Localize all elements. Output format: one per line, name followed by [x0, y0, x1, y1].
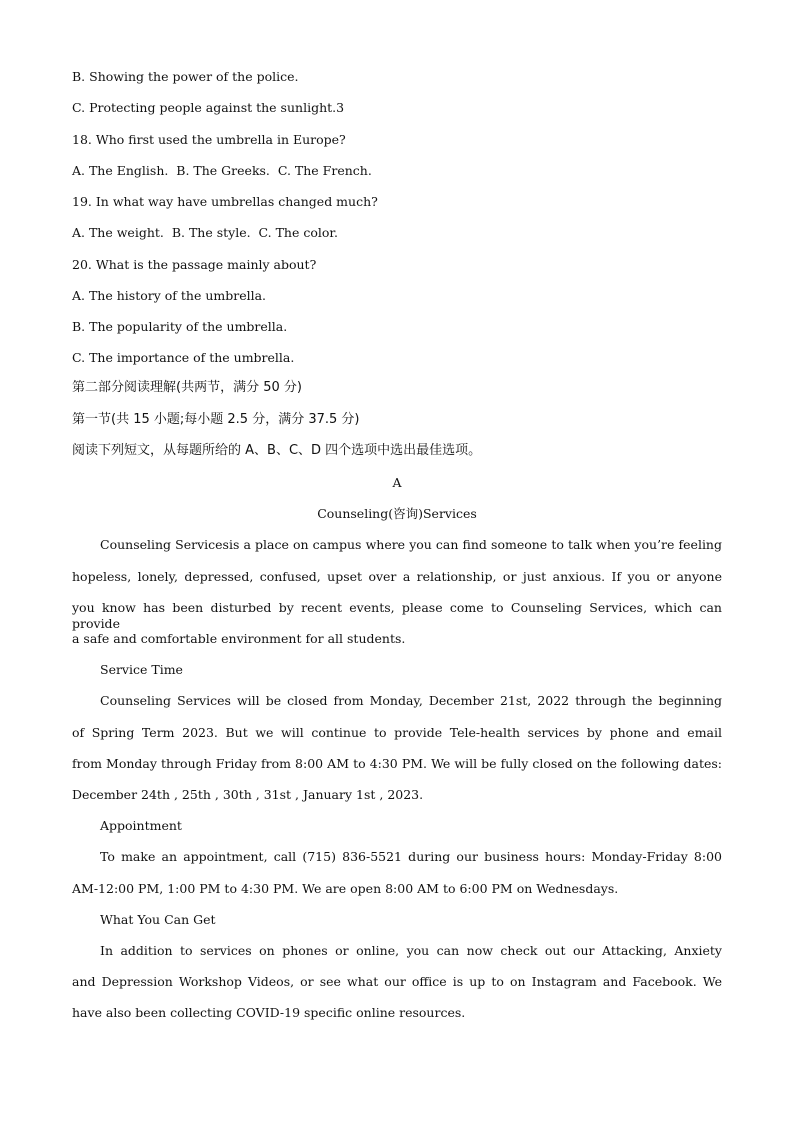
appointment-line: To make an appointment, call (715) 836-5521 during our business hours: Monday-Friday 8:00: [100, 849, 722, 864]
intro-line: Counseling Servicesis a place on campus where you can find someone to talk when you’re feeling: [100, 537, 722, 552]
service-time-line: December 24th , 25th , 30th , 31st , January 1st , 2023.: [72, 787, 424, 802]
service-time-heading: Service Time: [100, 662, 183, 677]
passage-title: Counseling(咨询)Services: [317, 506, 477, 521]
service-time-line: Counseling Services will be closed from Monday, December 21st, 2022 through the beginning: [100, 693, 722, 708]
what-you-get-line: have also been collecting COVID-19 specific online resources.: [72, 1005, 466, 1020]
what-you-get-line: In addition to services on phones or online, you can now check out our Attacking, Anxiety: [100, 943, 722, 958]
service-time-line: from Monday through Friday from 8:00 AM to 4:30 PM. We will be fully closed on the following dates:: [72, 756, 722, 771]
appointment-line: AM-12:00 PM, 1:00 PM to 4:30 PM. We are open 8:00 AM to 6:00 PM on Wednesdays.: [72, 881, 619, 896]
q19-options: A. The weight. B. The style. C. The color.: [72, 225, 338, 240]
q20-option-c: C. The importance of the umbrella.: [72, 350, 295, 365]
what-you-get-line: and Depression Workshop Videos, or see what our office is up to on Instagram and Facebook. We: [72, 974, 722, 989]
appointment-heading: Appointment: [100, 818, 182, 833]
intro-line: you know has been disturbed by recent events, please come to Counseling Services, which can provide: [72, 600, 722, 631]
q17-option-b: B. Showing the power of the police.: [72, 69, 299, 84]
q18-options: A. The English. B. The Greeks. C. The French.: [72, 163, 372, 178]
instructions: 阅读下列短文，从每题所给的 A、B、C、D 四个选项中选出最佳选项。: [72, 443, 482, 458]
intro-line: hopeless, lonely, depressed, confused, upset over a relationship, or just anxious. If you or anyone: [72, 569, 722, 584]
q17-option-c: C. Protecting people against the sunlight.3: [72, 100, 345, 115]
q18-question: 18. Who first used the umbrella in Europe?: [72, 132, 346, 147]
section1-heading: 第一节(共 15 小题;每小题 2.5 分，满分 37.5 分): [72, 412, 360, 427]
service-time-line: of Spring Term 2023. But we will continue to provide Tele-health services by phone and email: [72, 725, 722, 740]
passage-letter: A: [392, 475, 402, 490]
q20-option-b: B. The popularity of the umbrella.: [72, 319, 288, 334]
what-you-get-heading: What You Can Get: [100, 912, 216, 927]
q20-option-a: A. The history of the umbrella.: [72, 288, 267, 303]
q19-question: 19. In what way have umbrellas changed much?: [72, 194, 378, 209]
q20-question: 20. What is the passage mainly about?: [72, 257, 317, 272]
part2-heading: 第二部分阅读理解(共两节，满分 50 分): [72, 380, 302, 395]
intro-line: a safe and comfortable environment for all students.: [72, 631, 406, 646]
